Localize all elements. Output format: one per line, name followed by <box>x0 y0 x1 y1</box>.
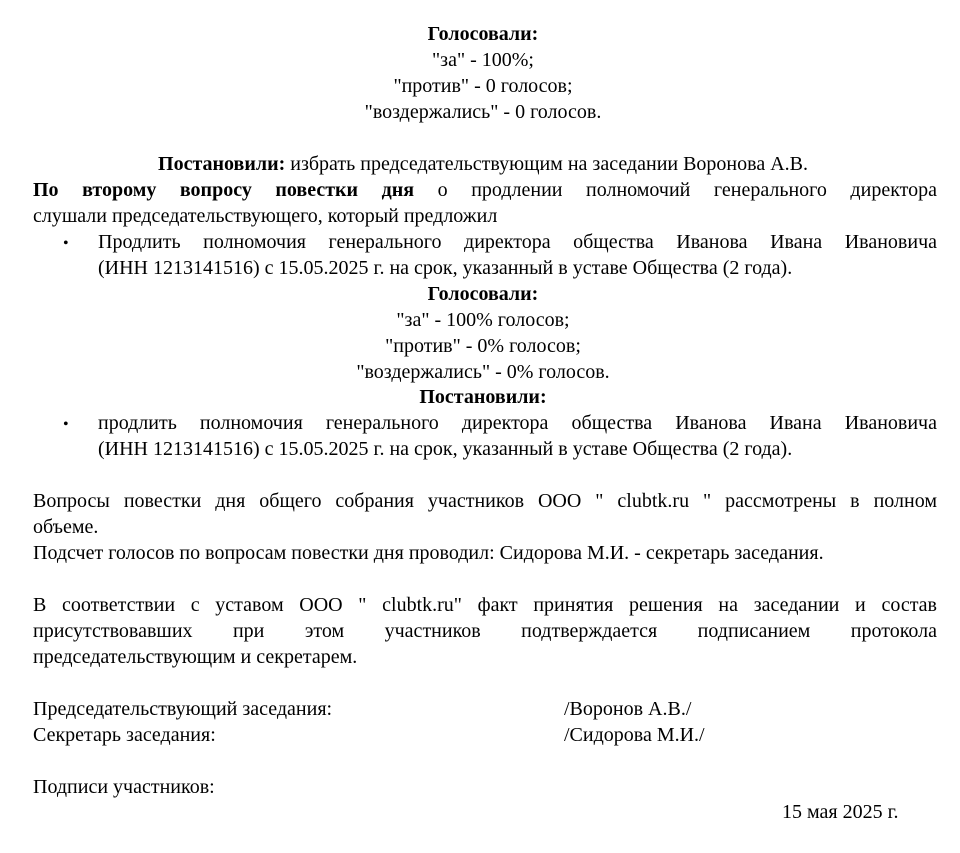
bullet-icon: • <box>63 235 69 252</box>
chair-label: Председательствующий заседания: <box>33 698 333 720</box>
summary-line1: Вопросы повестки дня общего собрания участников ООО " clubtk.ru " рассмотрены в полном <box>33 490 937 512</box>
resolution2-line2: (ИНН 1213141516) с 15.05.2025 г. на срок, указанный в уставе Общества (2 года). <box>98 438 793 460</box>
voting2-abstained: "воздержались" - 0% голосов. <box>356 361 610 383</box>
voting1-against: "против" - 0 голосов; <box>393 75 573 97</box>
question2-line1: По второму вопросу повестки дня о продлении полномочий генерального директора <box>33 179 937 201</box>
question2-line2: слушали председательствующего, который предложил <box>33 205 498 227</box>
bullet-icon: • <box>63 416 69 433</box>
participants-label: Подписи участников: <box>33 776 215 798</box>
chair-name: /Воронов А.В./ <box>564 698 692 720</box>
charter-line1: В соответствии с уставом ООО " clubtk.ru" факт принятия решения на заседании и состав <box>33 594 937 616</box>
resolution2-line1: продлить полномочия генерального директора общества Иванова Ивана Ивановича <box>98 412 937 434</box>
charter-line2: присутствовавших при этом участников подтверждается подписанием протокола <box>33 620 937 642</box>
secretary-label: Секретарь заседания: <box>33 724 216 746</box>
proposal-line2: (ИНН 1213141516) с 15.05.2025 г. на срок, указанный в уставе Общества (2 года). <box>98 257 793 279</box>
resolution1-label: Постановили: <box>158 153 286 175</box>
resolution1 <box>0 152 960 176</box>
summary-line2: объеме. <box>33 516 99 538</box>
proposal-line1: Продлить полномочия генерального директора общества Иванова Ивана Ивановича <box>98 231 937 253</box>
document-date: 15 мая 2025 г. <box>782 801 899 823</box>
question2-label: По второму вопросу повестки дня <box>33 179 415 201</box>
resolution1-text: избрать председательствующим на заседании Воронова А.В. <box>285 153 808 175</box>
secretary-name: /Сидорова М.И./ <box>564 724 705 746</box>
voting2-against: "против" - 0% голосов; <box>385 335 581 357</box>
charter-line3: председательствующим и секретарем. <box>33 646 358 668</box>
resolution2-heading: Постановили: <box>419 386 547 408</box>
voting1-heading: Голосовали: <box>427 23 539 45</box>
summary-line3: Подсчет голосов по вопросам повестки дня проводил: Сидорова М.И. - секретарь заседания. <box>33 542 824 564</box>
voting2-heading: Голосовали: <box>427 283 539 305</box>
voting1-abstained: "воздержались" - 0 голосов. <box>364 101 602 123</box>
voting2-for: "за" - 100% голосов; <box>396 309 570 331</box>
voting1-for: "за" - 100%; <box>432 49 534 71</box>
